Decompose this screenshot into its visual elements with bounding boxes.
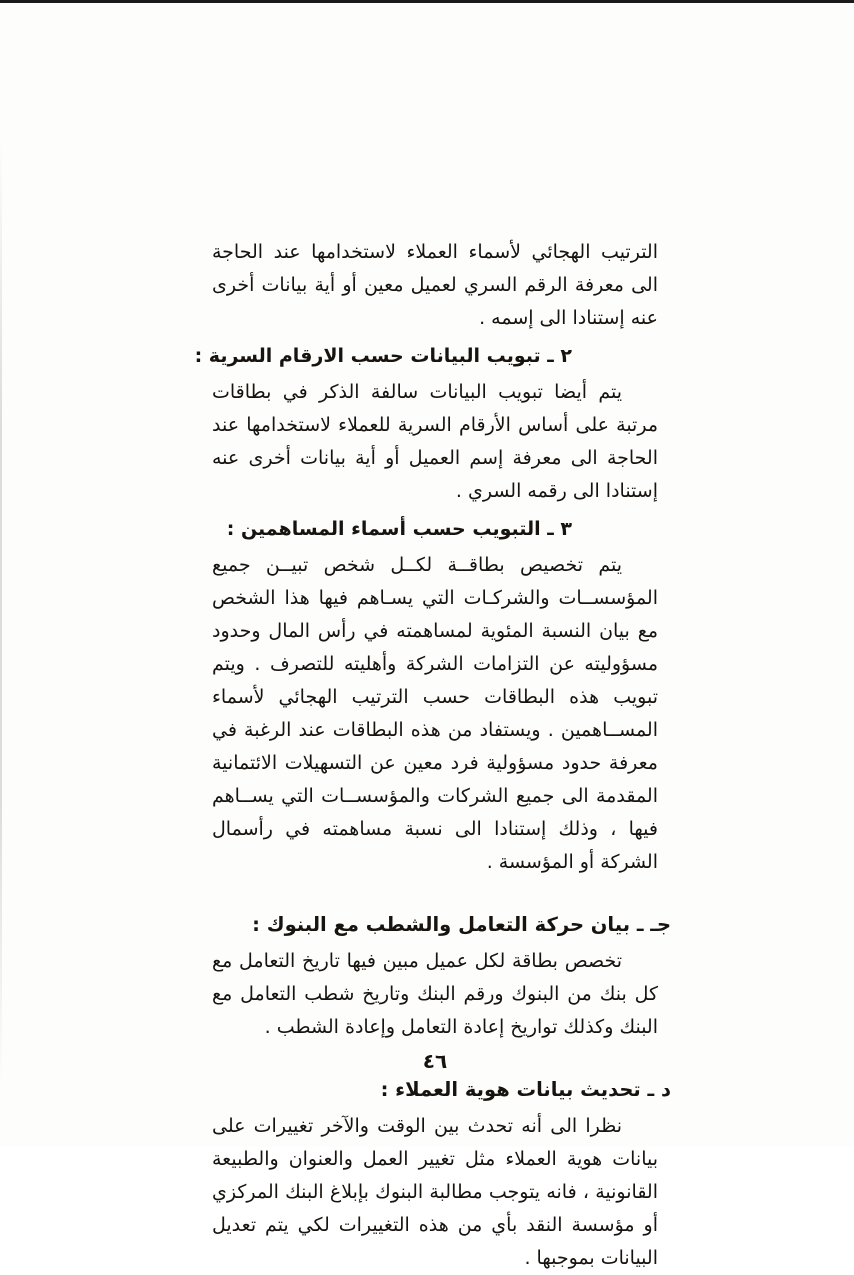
text-column [194,236,671,1275]
body-paragraph-continuation: الترتيب الهجائي لأسماء العملاء لاستخدامها عند الحاجة الى معرفة الرقم السري لعميل معين أو أية بيانات أخرى عنه إستنادا الى إسمه . [212,241,658,329]
section-heading-update-customer-data: د ـ تحديث بيانات هوية العملاء : [380,1078,671,1101]
body-paragraph-bank-dealing-record: تخصص بطاقة لكل عميل مبين فيها تاريخ التعامل مع كل بنك من البنوك ورقم البنك وتاريخ شطب التعامل مع البنك وكذلك تواريخ إعادة التعامل وإعادة الشطب . [212,950,658,1038]
scan-edge-left [0,140,2,1087]
body-paragraph-update-customer-data: نظرا الى أنه تحدث بين الوقت والآخر تغييرات على بيانات هوية العملاء مثل تغيير العمل والعنوان والطبيعة القانونية ، فانه يتوجب مطالبة البنوك بإبلاغ البنك المركزي أو مؤسسة النقد بأي من هذه التغييرات لكي يتم تعديل البيانات بموجبها . [212,1115,658,1269]
subsection-heading-secret-numbers: ٢ ـ تبويب البيانات حسب الارقام السرية : [194,345,572,367]
page-number: ٤٦ [422,1049,448,1073]
subsection-heading-shareholder-names: ٣ ـ التبويب حسب أسماء المساهمين : [226,518,572,540]
body-paragraph-secret-numbers: يتم أيضا تبويب البيانات سالفة الذكر في بطاقات مرتبة على أساس الأرقام السرية للعملاء لاستخدامها عند الحاجة الى معرفة إسم العميل أو أية بيانات أخرى عنه إستنادا الى رقمه السري . [212,381,658,502]
section-heading-bank-dealing-record: جـ ـ بيان حركة التعامل والشطب مع البنوك : [252,913,671,936]
body-paragraph-shareholder-names: يتم تخصيص بطاقــة لكــل شخص تبيــن جميع المؤسســات والشركـات التي يسـاهم فيها هذا الشخص مع بيان النسبة المئوية لمساهمته في رأس المال وحدود مسؤوليته عن التزامات الشركة وأهليته للتصرف . ويتم تبويب هذه البطاقات حسب الترتيب الهجائي لأسماء المســاهمين . ويستفاد من هذه البطاقات عند الرغبة في معرفة حدود مسؤولية فرد معين عن التسهيلات الائتمانية المقدمة الى جميع الشركات والمؤسســات التي يســاهم فيها ، وذلك إستنادا الى نسبة مساهمته في رأسمال الشركة أو المؤسسة . [212,554,658,873]
scan-edge-top [0,0,854,3]
